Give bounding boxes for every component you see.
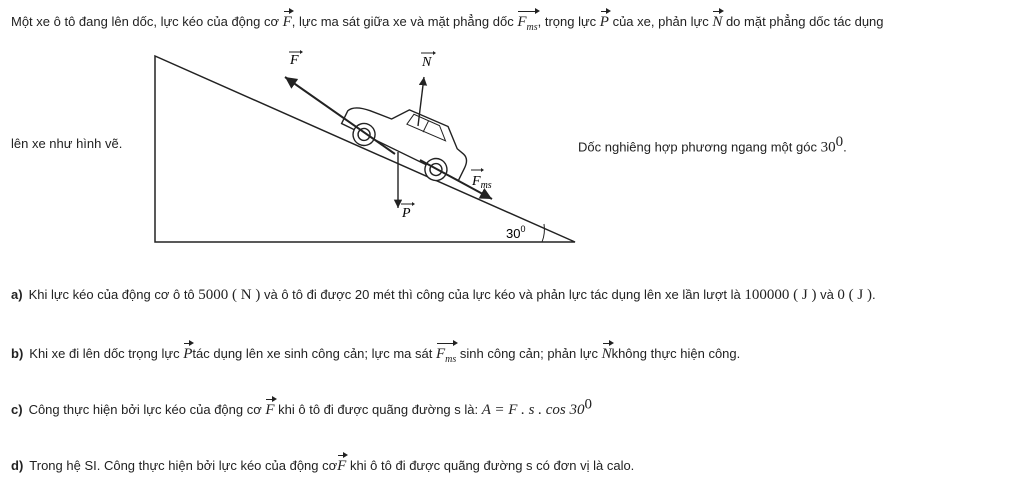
statement-label: c) [11, 402, 23, 417]
vector-F: F [337, 452, 346, 475]
intro-text: lên xe như hình vẽ. [11, 136, 123, 151]
angle-value: 30 [820, 139, 836, 156]
statement-label: d) [11, 458, 24, 473]
statement-label: b) [11, 346, 24, 361]
label-P: P [402, 206, 411, 221]
statement-a: a) Khi lực kéo của động cơ ô tô 5000 ( N ) và ô tô đi được 20 mét thì công của lực kéo và phản lực tác dụng lên xe lần lượt là 100000 ( J ) và 0 ( J ). [11, 287, 876, 303]
intro-line-1 [11, 8, 884, 33]
vector-P: P [600, 8, 609, 31]
vector-P: P [183, 340, 192, 363]
incline-figure [150, 42, 580, 247]
intro-text: Dốc nghiêng hợp phương ngang một góc [578, 139, 821, 155]
vector-F: F [283, 8, 292, 31]
work-formula: A = F . s . cos 30 [481, 402, 585, 418]
label-N: N [422, 55, 432, 70]
vector-Fms: $F_{ms}$ [436, 340, 456, 365]
math-value: 5000 ( N ) [198, 287, 261, 303]
vector-N: N [712, 8, 722, 31]
intro-line-2 [11, 136, 122, 151]
label-Fms: $F_{ms}$ [472, 174, 492, 191]
intro-text: , trọng lực [537, 14, 600, 29]
vector-Fms: $F_{ms}$ [517, 8, 537, 33]
angle-label: $30^0$ [506, 224, 526, 241]
statement-c: c) Công thực hiện bởi lực kéo của động cơ F khi ô tô đi được quãng đường s là: A = F . s . $\cos 30^0$ [11, 396, 592, 418]
math-value: 100000 ( J ) [744, 287, 817, 303]
intro-text: do mặt phẳng dốc tác dụng [722, 14, 884, 29]
angle-arc [542, 224, 544, 242]
intro-text: của xe, phản lực [608, 14, 713, 29]
degree-mark: 0 [835, 134, 844, 150]
statement-b: b) Khi xe đi lên dốc trọng lực Ptác dụng lên xe sinh công cản; lực ma sát $F_{ms}$ sinh công cản; phản lực Nkhông thực hiện công. [11, 340, 740, 365]
label-F: F [290, 53, 299, 68]
statement-d: d) Trong hệ SI. Công thực hiện bởi lực kéo của động cơF khi ô tô đi được quãng đường s có đơn vị là calo. [11, 452, 634, 475]
incline-triangle [155, 56, 575, 242]
intro-text: Một xe ô tô đang lên dốc, lực kéo của động cơ [11, 14, 283, 29]
intro-line-2b: Dốc nghiêng hợp phương ngang một góc $30^0$. [578, 134, 847, 156]
math-value: 0 ( J ) [837, 287, 872, 303]
statement-label: a) [11, 287, 23, 302]
car [337, 84, 478, 190]
vector-N: N [602, 340, 612, 363]
intro-text: , lực ma sát giữa xe và mặt phẳng dốc [291, 14, 518, 29]
vector-F: F [265, 396, 274, 419]
